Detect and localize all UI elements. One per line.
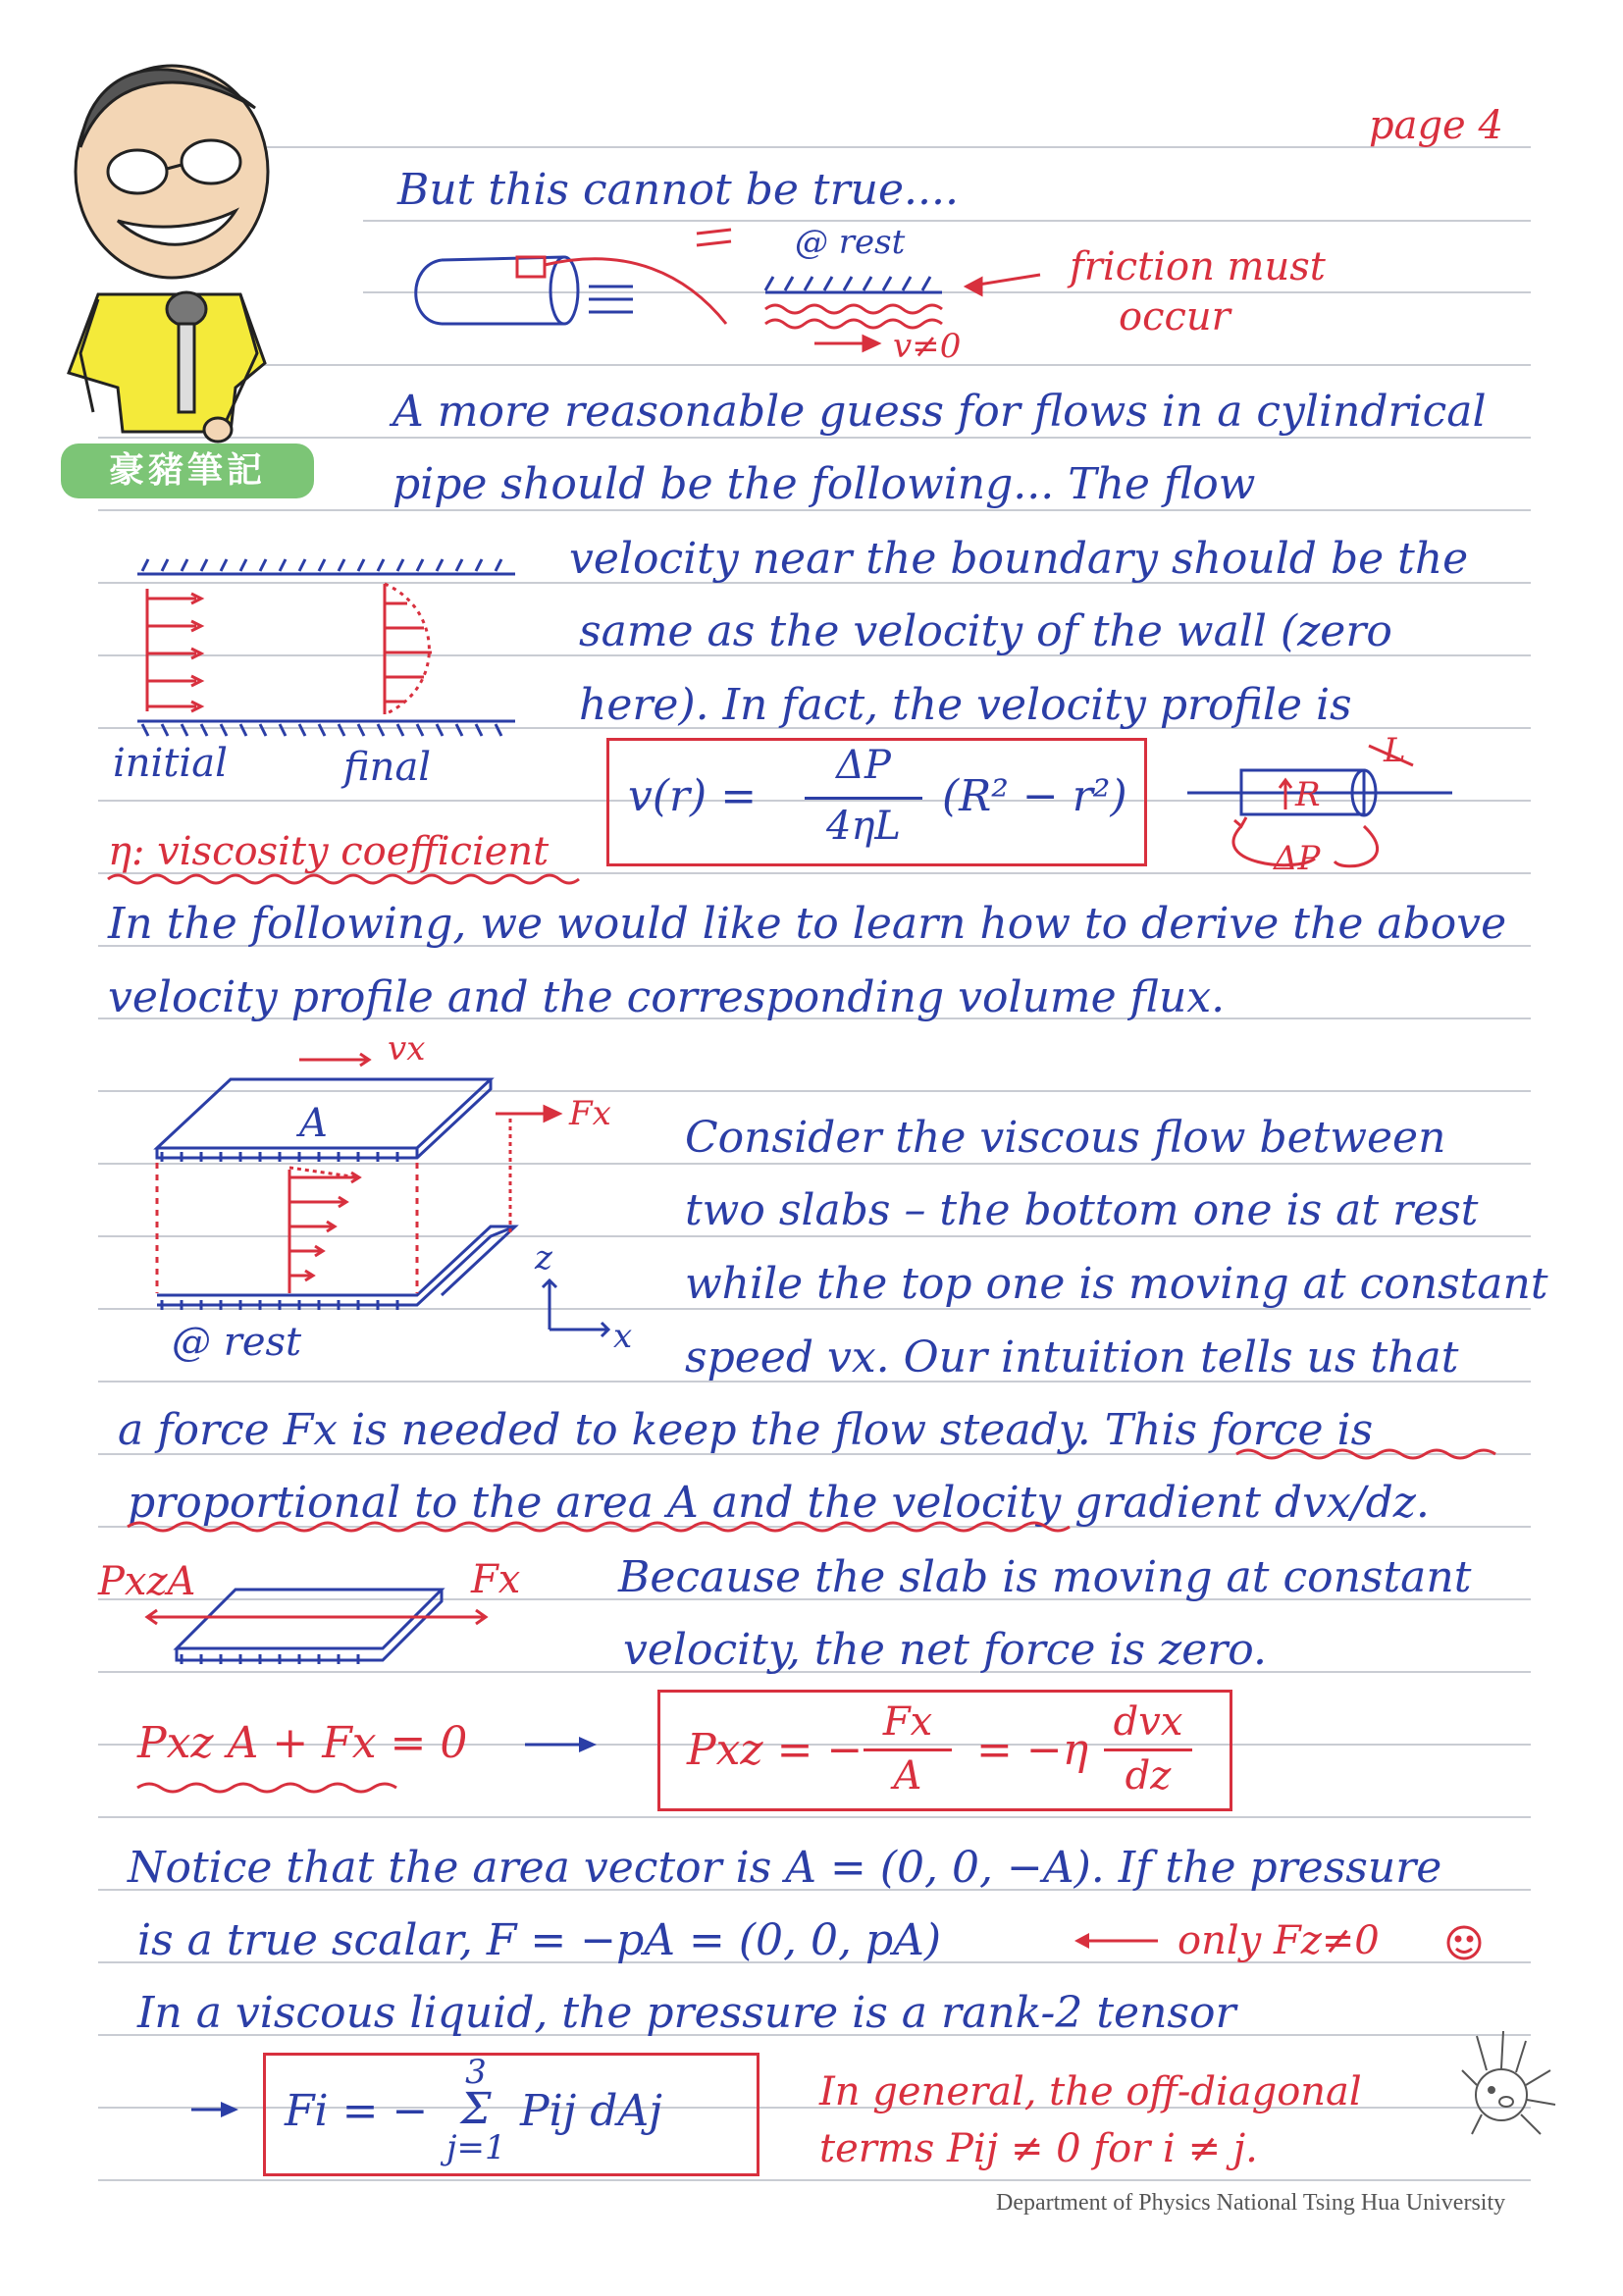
initial-label: initial bbox=[113, 741, 228, 786]
footer-department: Department of Physics National Tsing Hua University bbox=[996, 2190, 1506, 2216]
general-note-line2: terms Pij ≠ 0 for i ≠ j. bbox=[819, 2126, 1258, 2171]
tensor-eq-sum-symbol: Σ bbox=[460, 2084, 492, 2134]
intro-line: But this cannot be true.... bbox=[397, 165, 959, 215]
notes-logo: 豪豬筆記 bbox=[61, 444, 314, 498]
para1-line4: same as the velocity of the wall (zero bbox=[579, 606, 1392, 656]
viscosity-definition: η: viscosity coefficient bbox=[108, 829, 550, 874]
para1-line1: A more reasonable guess for flows in a cylindrical bbox=[393, 387, 1487, 437]
para1-line3: velocity near the boundary should be the bbox=[569, 534, 1469, 584]
velocity-eq-lhs: v(r) = bbox=[628, 771, 758, 821]
para1-line2: pipe should be the following... The flow bbox=[393, 459, 1256, 509]
tensor-eq-sum-bottom: j=1 bbox=[446, 2128, 506, 2167]
slab-force-label: Fx bbox=[569, 1094, 611, 1133]
friction-note-line2: occur bbox=[1119, 294, 1230, 339]
shear-eq-num1: Fx bbox=[882, 1699, 933, 1745]
small-slab-force-label: Fx bbox=[471, 1557, 521, 1602]
velocity-eq-numerator: ΔP bbox=[836, 743, 891, 788]
tensor-eq-lhs: Fi = − bbox=[285, 2086, 429, 2136]
para3-line4: speed vx. Our intuition tells us that bbox=[685, 1332, 1459, 1383]
para5-line1: Notice that the area vector is A = (0, 0, −A). If the pressure bbox=[128, 1843, 1442, 1893]
small-slab-pressure-label: PxzA bbox=[98, 1559, 196, 1604]
shear-eq-den2: dz bbox=[1125, 1753, 1172, 1799]
velocity-eq-denominator: 4ηL bbox=[826, 804, 901, 849]
para5-line2: is a true scalar, F = −pA = (0, 0, pA) bbox=[137, 1915, 942, 1965]
para3-line6: proportional to the area A and the velocity gradient dvx/dz. bbox=[128, 1478, 1430, 1528]
x-axis-label: x bbox=[613, 1317, 633, 1356]
final-label: final bbox=[343, 745, 432, 790]
bottom-slab-rest-label: @ rest bbox=[172, 1320, 302, 1365]
page-label: page 4 bbox=[1369, 103, 1503, 148]
shear-eq-lhs: Pxz = − bbox=[687, 1725, 864, 1775]
para3-line3: while the top one is moving at constant bbox=[685, 1259, 1548, 1309]
force-balance-equation: Pxz A + Fx = 0 bbox=[137, 1718, 468, 1768]
slab-area-label: A bbox=[299, 1101, 328, 1146]
para3-line1: Consider the viscous flow between bbox=[685, 1113, 1446, 1163]
general-note-line1: In general, the off-diagonal bbox=[819, 2069, 1362, 2114]
only-fz-note: only Fz≠0 bbox=[1178, 1918, 1380, 1963]
tensor-eq-sum-top: 3 bbox=[465, 2053, 487, 2092]
velocity-eq-rhs: (R² − r²) bbox=[942, 771, 1127, 821]
rest-label: @ rest bbox=[795, 223, 906, 262]
shear-eq-den1: A bbox=[893, 1753, 922, 1799]
pipe-pressure-drop-label: ΔP bbox=[1274, 839, 1321, 878]
friction-note-line1: friction must bbox=[1070, 244, 1326, 289]
pipe-radius-label: R bbox=[1295, 775, 1321, 814]
para2-line1: In the following, we would like to learn how to derive the above bbox=[108, 899, 1507, 949]
para2-line2: velocity profile and the corresponding volume flux. bbox=[108, 972, 1226, 1022]
pipe-length-label: L bbox=[1384, 731, 1406, 770]
para3-line2: two slabs – the bottom one is at rest bbox=[685, 1185, 1479, 1235]
para3-line5: a force Fx is needed to keep the flow steady. This force is bbox=[118, 1405, 1374, 1455]
para5-line3: In a viscous liquid, the pressure is a rank-2 tensor bbox=[137, 1988, 1236, 2038]
para1-line5: here). In fact, the velocity profile is bbox=[579, 680, 1352, 730]
top-slab-velocity-label: vx bbox=[388, 1029, 426, 1069]
tensor-eq-rhs: Pij dAj bbox=[520, 2086, 662, 2136]
velocity-nonzero-label: v≠0 bbox=[893, 327, 962, 366]
z-axis-label: z bbox=[535, 1238, 552, 1278]
para4-line1: Because the slab is moving at constant bbox=[618, 1552, 1472, 1602]
para4-line2: velocity, the net force is zero. bbox=[623, 1625, 1268, 1675]
shear-eq-num2: dvx bbox=[1113, 1699, 1183, 1745]
shear-eq-mid: = −η bbox=[976, 1725, 1089, 1775]
